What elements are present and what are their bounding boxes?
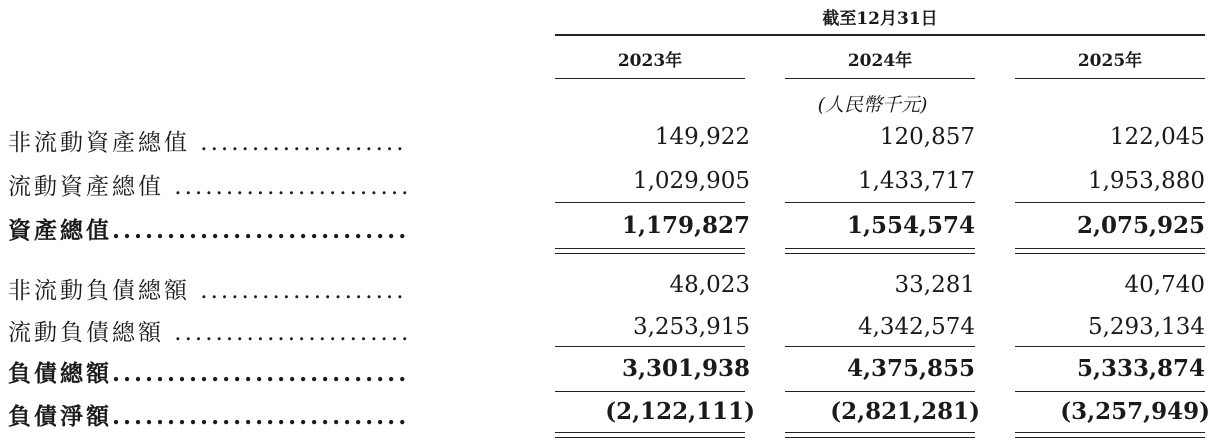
- cell-current-assets-2024: 1,433,717: [857, 168, 975, 194]
- row-label-current-liabilities: 流動負債總額 .......................: [8, 320, 412, 346]
- year-rule-2024: [785, 78, 975, 79]
- row-label-total-assets: 資產總值...........................: [8, 217, 410, 244]
- cell-total-assets-2025: 2,075,925: [1076, 212, 1205, 239]
- header-rule: [555, 34, 1205, 36]
- subtotal-rule-2025: [1015, 202, 1205, 203]
- cell-net-liabilities-2023: (2,122,111): [605, 398, 755, 425]
- row-label-noncurrent-assets: 非流動資產總值 ....................: [8, 130, 407, 156]
- double-rule-2023: [555, 248, 745, 254]
- cell-noncurrent-assets-2023: 149,922: [654, 124, 750, 150]
- row-label-net-liabilities: 負債淨額...........................: [8, 403, 410, 430]
- cell-current-liabilities-2024: 4,342,574: [857, 314, 975, 340]
- cell-total-liabilities-2023: 3,301,938: [621, 355, 750, 382]
- cell-net-liabilities-2025: (3,257,949): [1060, 398, 1210, 425]
- year-header-2025: 2025年: [1077, 51, 1143, 71]
- row-label-total-liabilities: 負債總額...........................: [8, 360, 410, 387]
- year-header-2024: 2024年: [847, 51, 913, 71]
- row-label-noncurrent-liabilities: 非流動負債總額 ....................: [8, 278, 407, 304]
- cell-noncurrent-assets-2024: 120,857: [879, 124, 975, 150]
- cell-current-assets-2023: 1,029,905: [632, 168, 750, 194]
- cell-noncurrent-assets-2025: 122,045: [1109, 124, 1205, 150]
- row-label-current-assets: 流動資產總值 .......................: [8, 174, 412, 200]
- cell-noncurrent-liabilities-2023: 48,023: [669, 272, 750, 298]
- final-double-rule-2025: [1015, 432, 1205, 438]
- cell-noncurrent-liabilities-2024: 33,281: [894, 272, 975, 298]
- cell-total-liabilities-2024: 4,375,855: [846, 355, 975, 382]
- year-header-2023: 2023年: [617, 51, 683, 71]
- unit-label: (人民幣千元): [817, 94, 928, 116]
- final-double-rule-2024: [785, 432, 975, 438]
- double-rule-2025: [1015, 248, 1205, 254]
- cell-current-liabilities-2025: 5,293,134: [1087, 314, 1205, 340]
- cell-total-assets-2024: 1,554,574: [846, 212, 975, 239]
- subtotal-rule-2024: [785, 202, 975, 203]
- cell-current-assets-2025: 1,953,880: [1087, 168, 1205, 194]
- net-rule-2024: [785, 391, 975, 392]
- liab-subtotal-rule-2025: [1015, 346, 1205, 347]
- cell-noncurrent-liabilities-2025: 40,740: [1124, 272, 1205, 298]
- year-rule-2025: [1015, 78, 1205, 79]
- period-header: 截至12月31日: [822, 9, 938, 29]
- net-rule-2025: [1015, 391, 1205, 392]
- final-double-rule-2023: [555, 432, 745, 438]
- liab-subtotal-rule-2024: [785, 346, 975, 347]
- year-rule-2023: [555, 78, 745, 79]
- net-rule-2023: [555, 391, 745, 392]
- cell-total-assets-2023: 1,179,827: [621, 212, 750, 239]
- liab-subtotal-rule-2023: [555, 346, 745, 347]
- subtotal-rule-2023: [555, 202, 745, 203]
- cell-total-liabilities-2025: 5,333,874: [1076, 355, 1205, 382]
- cell-net-liabilities-2024: (2,821,281): [830, 398, 980, 425]
- double-rule-2024: [785, 248, 975, 254]
- cell-current-liabilities-2023: 3,253,915: [632, 314, 750, 340]
